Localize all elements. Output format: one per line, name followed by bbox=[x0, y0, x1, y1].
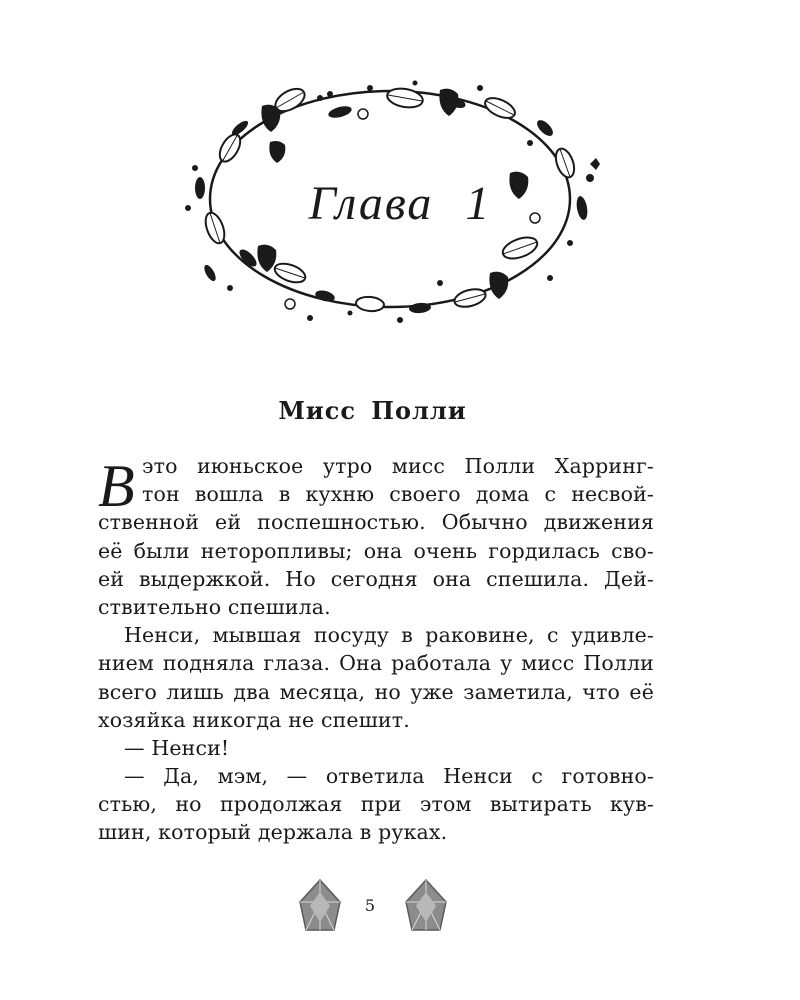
text-line: нием подняла глаза. Она работала у мисс Полли bbox=[98, 651, 654, 676]
text-line: — Да, мэм, — ответила Ненси с готовно- bbox=[124, 764, 654, 789]
text-line: ствительно спешила. bbox=[98, 594, 331, 619]
gem-icon bbox=[400, 878, 452, 936]
text-line: Ненси, мывшая посуду в раковине, с удивле- bbox=[124, 623, 654, 648]
drop-cap: В bbox=[98, 453, 135, 519]
text-line: шин, который держала в руках. bbox=[98, 820, 448, 845]
text-line: хозяйка никогда не спешит. bbox=[98, 707, 410, 732]
gem-icon bbox=[294, 878, 346, 936]
text-line: всего лишь два месяца, но уже заметила, что её bbox=[98, 679, 654, 704]
text-line: это июньское утро мисс Полли Харринг- bbox=[142, 454, 654, 478]
text-line: ей выдержкой. Но сегодня она спешила. Дей- bbox=[98, 566, 654, 591]
text-line: её были неторопливы; она очень гордилась сво- bbox=[98, 538, 654, 563]
section-heading: Мисс Полли bbox=[278, 396, 467, 425]
text-line: тон вошла в кухню своего дома с несвой- bbox=[142, 482, 654, 507]
body-text bbox=[98, 452, 654, 847]
page-number: 5 bbox=[364, 896, 376, 915]
page-footer bbox=[0, 878, 800, 938]
text-line: ственной ей поспешностью. Обычно движения bbox=[98, 510, 654, 535]
chapter-title: Глава 1 bbox=[308, 177, 492, 230]
text-line: стью, но продолжая при этом вытирать кув- bbox=[98, 792, 654, 817]
text-line: — Ненси! bbox=[124, 735, 230, 760]
